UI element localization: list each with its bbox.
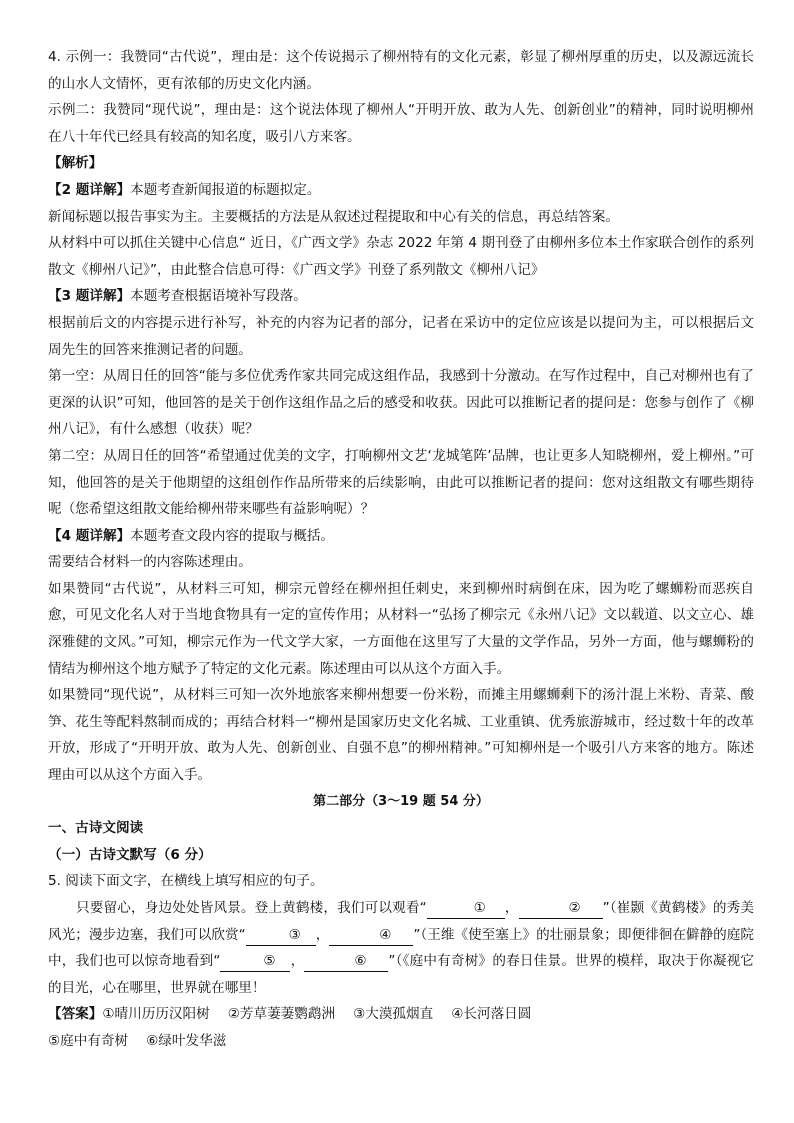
paragraph: 从材料中可以抓住关键中心信息“ 近日，《广西文学》杂志 2022 年第 4 期刊登了由柳州多位本土作家联合创作的系列散文《柳州八记》”，由此整合信息可得：《广西文学》刊登了系列散文《柳州八记》 — [48, 235, 754, 278]
answer-5: ⑤庭中有奇树 — [48, 1032, 129, 1049]
poem-fill-passage — [48, 895, 754, 1001]
answer-line-2 — [48, 1028, 754, 1055]
answer-1: ①晴川历历汉阳树 — [102, 1006, 210, 1023]
answer-line — [48, 1001, 754, 1028]
answer-6: ⑥绿叶发华滋 — [146, 1032, 227, 1049]
q4-detail — [48, 523, 754, 550]
passage-text: ”（崔颢《黄鹤楼》的秀美风光；漫步边塞，我们可以欣赏“ — [48, 900, 755, 943]
q2-detail — [48, 177, 754, 204]
blank-2[interactable]: ② — [519, 898, 603, 919]
q2-text: 本题考查新闻报道的标题拟定。 — [130, 181, 321, 198]
blank-4[interactable]: ④ — [329, 925, 413, 946]
passage-text: ， — [290, 953, 305, 970]
q4-text: 本题考查文段内容的提取与概括。 — [130, 527, 335, 544]
blank-5[interactable]: ⑤ — [220, 951, 290, 972]
paragraph: 第一空：从周日任的回答“能与多位优秀作家共同完成这组作品，我感到十分激动。在写作过程中，自己对柳州也有了更深的认识”可知，他回答的是关于创作这组作品之后的感受和收获。因此可以推断记者的提问是：您参与创作了《柳州八记》，有什么感想（收获）呢？ — [48, 368, 754, 438]
blank-6[interactable]: ⑥ — [304, 951, 388, 972]
answer-2: ②芳草萋萋鹦鹉洲 — [227, 1006, 336, 1023]
q4-tag: 【4 题详解】 — [48, 527, 131, 544]
answer-example-1: 4. 示例一：我赞同“古代说”，理由是：这个传说揭示了柳州特有的文化元素，彰显了柳州厚重的历史，以及源远流长的山水人文情怀，更有浓郁的历史文化内涵。 — [48, 49, 754, 92]
passage-text: 只要留心，身边处处皆风景。登上黄鹤楼，我们可以观看“ — [76, 900, 427, 916]
paragraph: 根据前后文的内容提示进行补写，补充的内容为记者的部分，记者在采访中的定位应该是以提问为主，可以根据后文周先生的回答来推测记者的问题。 — [48, 314, 754, 358]
paragraph: 需要结合材料一的内容陈述理由。 — [48, 554, 252, 571]
answer-3: ③大漠孤烟直 — [353, 1006, 434, 1023]
subsection-heading: （一）古诗文默写（6 分） — [48, 846, 212, 863]
q3-detail — [48, 283, 754, 310]
blank-1[interactable]: ① — [427, 898, 505, 919]
q2-tag: 【2 题详解】 — [48, 181, 131, 198]
paragraph: 如果赞同“古代说”，从材料三可知，柳宗元曾经在柳州担任刺史，来到柳州时病倒在床，因为吃了螺蛳粉而恶疾自愈，可见文化名人对于当地食物具有一定的宣传作用；从材料一“弘扬了柳宗元《永州八记》文以载道、以文立心、雄深雅健的文风。”可知，柳宗元作为一代文学大家，一方面他在这里写了大量的文学作品，另外一方面，他与螺蛳粉的情结为柳州这个地方赋予了特定的文化元素。陈述理由可以从这个方面入手。 — [48, 580, 754, 677]
section-heading: 一、古诗文阅读 — [48, 820, 144, 837]
passage-text: ”（《庭中有奇树》的春日佳景。世界的模样，取决于你凝视它的目光，心在哪里，世界就在哪里！ — [48, 953, 754, 996]
answer-example-2: 示例二：我赞同“现代说”，理由是：这个说法体现了柳州人“开明开放、敢为人先、创新创业”的精神，同时说明柳州在八十年代已经具有较高的知名度，吸引八方来客。 — [48, 102, 754, 145]
passage-text: ”（王维《使至塞上》的壮丽景象；即便徘徊在僻静的庭院中，我们也可以惊奇地看到“ — [48, 926, 754, 970]
q3-text: 本题考查根据语境补写段落。 — [130, 288, 307, 305]
q3-tag: 【3 题详解】 — [48, 288, 131, 305]
analysis-heading: 【解析】 — [48, 155, 103, 172]
paragraph: 新闻标题以报告事实为主。主要概括的方法是从叙述过程提取和中心有关的信息，再总结答案。 — [48, 208, 619, 225]
passage-text: ， — [315, 926, 330, 943]
passage-text: ， — [504, 900, 519, 916]
answer-tag: 【答案】 — [48, 1006, 103, 1023]
question-5: 5. 阅读下面文字，在横线上填写相应的句子。 — [48, 873, 324, 890]
paragraph: 第二空：从周日任的回答“希望通过优美的文字，打响柳州文艺‘龙城笔阵’品牌，也让更多人知晓柳州，爱上柳州。”可知，他回答的是关于他期望的这组创作作品所带来的后续影响，由此可以推断记者的提问：您对这组散文有哪些期待呢（您希望这组散文能给柳州带来哪些有益影响呢）？ — [48, 447, 754, 518]
answer-4: ④长河落日圆 — [451, 1006, 532, 1023]
part-two-title: 第二部分（3～19 题 54 分） — [313, 793, 489, 809]
blank-3[interactable]: ③ — [246, 925, 316, 946]
paragraph: 如果赞同“现代说”，从材料三可知一次外地旅客来柳州想要一份米粉，而摊主用螺蛳剩下的汤汁混上米粉、青菜、酸笋、花生等配料熬制而成的；再结合材料一“柳州是国家历史文化名城、工业重镇、优秀旅游城市，经过数十年的改革开放，形成了“开明开放、敢为人先、创新创业、自强不息”的柳州精神。”可知柳州是一个吸引八方来客的地方。陈述理由可以从这个方面入手。 — [48, 687, 754, 784]
